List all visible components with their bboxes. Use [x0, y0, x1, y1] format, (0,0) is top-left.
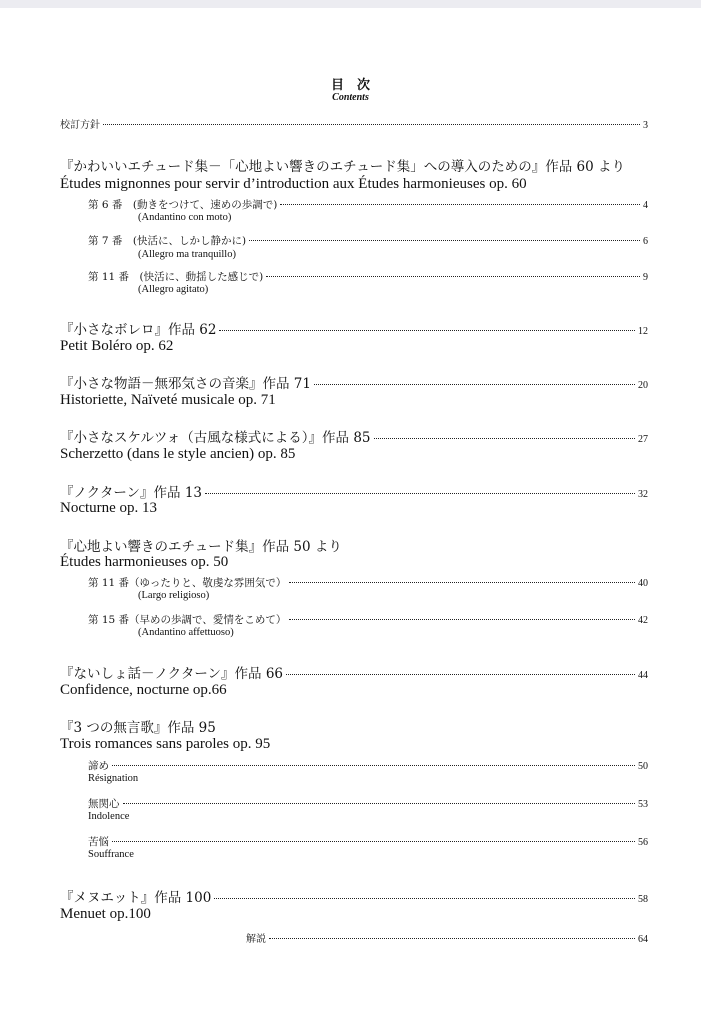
toc-entry-op62-en: Petit Boléro op. 62 — [60, 338, 174, 354]
toc-section-op50-en: Études harmonieuses op. 50 — [60, 554, 229, 570]
leader-dots — [286, 673, 635, 675]
toc-entry-op71-en: Historiette, Naïveté musicale op. 71 — [60, 392, 276, 408]
leader-dots — [289, 581, 635, 583]
toc-entry-op100[interactable] — [60, 886, 648, 906]
page-title: 目 次 — [330, 78, 370, 93]
leader-dots — [249, 239, 640, 241]
leader-dots — [269, 937, 635, 939]
page-number: 9 — [643, 272, 648, 283]
page-number: 4 — [643, 200, 648, 211]
page-number: 12 — [638, 326, 648, 337]
page-number: 56 — [638, 837, 648, 848]
toc-entry-op71[interactable] — [60, 372, 648, 392]
toc-label: 苦悩 — [88, 836, 109, 848]
toc-entry-op50-no11-en: (Largo religioso) — [138, 590, 210, 601]
leader-dots — [123, 802, 636, 804]
toc-entry-op13-en: Nocturne op. 13 — [60, 500, 158, 516]
top-bar — [0, 0, 701, 8]
leader-dots — [289, 618, 635, 620]
leader-dots — [219, 329, 635, 331]
leader-dots — [314, 383, 635, 385]
leader-dots — [205, 492, 635, 494]
toc-label: 諦め — [88, 760, 109, 772]
leader-dots — [112, 764, 635, 766]
page-number: 53 — [638, 799, 648, 810]
toc-entry-op50-no15[interactable] — [88, 612, 648, 627]
toc-entry-op100-en: Menuet op.100 — [60, 906, 151, 922]
toc-label: 解説 — [246, 934, 266, 945]
toc-entry-op60-no7[interactable] — [88, 233, 648, 248]
toc-section-op95-en: Trois romances sans paroles op. 95 — [60, 736, 271, 752]
toc-entry-op60-no6-en: (Andantino con moto) — [138, 212, 232, 223]
toc-label: 無関心 — [88, 798, 120, 810]
page-subtitle: Contents — [332, 92, 369, 103]
leader-dots — [112, 840, 635, 842]
page-number: 64 — [638, 934, 648, 945]
toc-entry-commentary[interactable] — [246, 930, 648, 945]
page-number: 58 — [638, 894, 648, 905]
leader-dots — [374, 437, 635, 439]
toc-label: 『メヌエット』作品 100 — [60, 890, 212, 906]
leader-dots — [266, 275, 640, 277]
toc-label: 『ノクターン』作品 13 — [60, 485, 203, 501]
toc-label: 第 15 番（早めの歩調で、愛情をこめて） — [88, 614, 287, 626]
toc-entry-op95-no3-en: Souffrance — [88, 849, 134, 860]
toc-section-op95-jp[interactable]: 『3 つの無言歌』作品 95 — [60, 720, 216, 736]
toc-label: 第 7 番 (快活に、しかし静かに) — [88, 235, 247, 247]
page-number: 32 — [638, 489, 648, 500]
toc-label: 『小さなボレロ』作品 62 — [60, 322, 217, 338]
toc-entry-op13[interactable] — [60, 481, 648, 501]
page-number: 50 — [638, 761, 648, 772]
toc-entry-op60-no7-en: (Allegro ma tranquillo) — [138, 249, 236, 260]
toc-entry-op95-no1[interactable] — [88, 758, 648, 773]
toc-entry-op95-no3[interactable] — [88, 834, 648, 849]
toc-entry-op95-no1-en: Résignation — [88, 773, 139, 784]
toc-entry-op50-no15-en: (Andantino affettuoso) — [138, 627, 234, 638]
toc-section-op50-jp[interactable]: 『心地よい響きのエチュード集』作品 50 より — [60, 539, 342, 555]
toc-label: 『小さな物語－無邪気さの音楽』作品 71 — [60, 376, 311, 392]
toc-entry-op66-en: Confidence, nocturne op.66 — [60, 682, 227, 698]
toc-label: 第 11 番 (快活に、動揺した感じで) — [88, 271, 264, 283]
page-number: 40 — [638, 578, 648, 589]
toc-section-op60-jp[interactable]: 『かわいいエチュード集－「心地よい響きのエチュード集」への導入のための』作品 60 より — [60, 159, 625, 175]
toc-entry-op60-no11-en: (Allegro agitato) — [138, 284, 209, 295]
toc-label: 校訂方針 — [60, 120, 100, 131]
toc-label: 『ないしょ話－ノクターン』作品 66 — [60, 666, 284, 682]
toc-entry-preface[interactable] — [60, 116, 648, 131]
page-number: 27 — [638, 434, 648, 445]
leader-dots — [103, 123, 640, 125]
page-number: 3 — [643, 120, 648, 131]
page-number: 42 — [638, 615, 648, 626]
page-number: 6 — [643, 236, 648, 247]
toc-entry-op95-no2[interactable] — [88, 796, 648, 811]
toc-label: 『小さなスケルツォ（古風な様式による）』作品 85 — [60, 430, 371, 446]
toc-entry-op95-no2-en: Indolence — [88, 811, 130, 822]
toc-label: 第 11 番（ゆったりと、敬虔な雰囲気で） — [88, 577, 287, 589]
leader-dots — [214, 897, 635, 899]
toc-label: 第 6 番 (動きをつけて、速めの歩調で) — [88, 199, 278, 211]
toc-entry-op62[interactable] — [60, 318, 648, 338]
page-number: 20 — [638, 380, 648, 391]
leader-dots — [280, 203, 640, 205]
toc-section-op60-en: Études mignonnes pour servir d’introduction aux Études harmonieuses op. 60 — [60, 176, 527, 192]
toc-entry-op60-no11[interactable] — [88, 269, 648, 284]
toc-entry-op50-no11[interactable] — [88, 575, 648, 590]
toc-entry-op85[interactable] — [60, 426, 648, 446]
toc-entry-op85-en: Scherzetto (dans le style ancien) op. 85 — [60, 446, 296, 462]
toc-entry-op60-no6[interactable] — [88, 197, 648, 212]
page-number: 44 — [638, 670, 648, 681]
toc-entry-op66[interactable] — [60, 662, 648, 682]
